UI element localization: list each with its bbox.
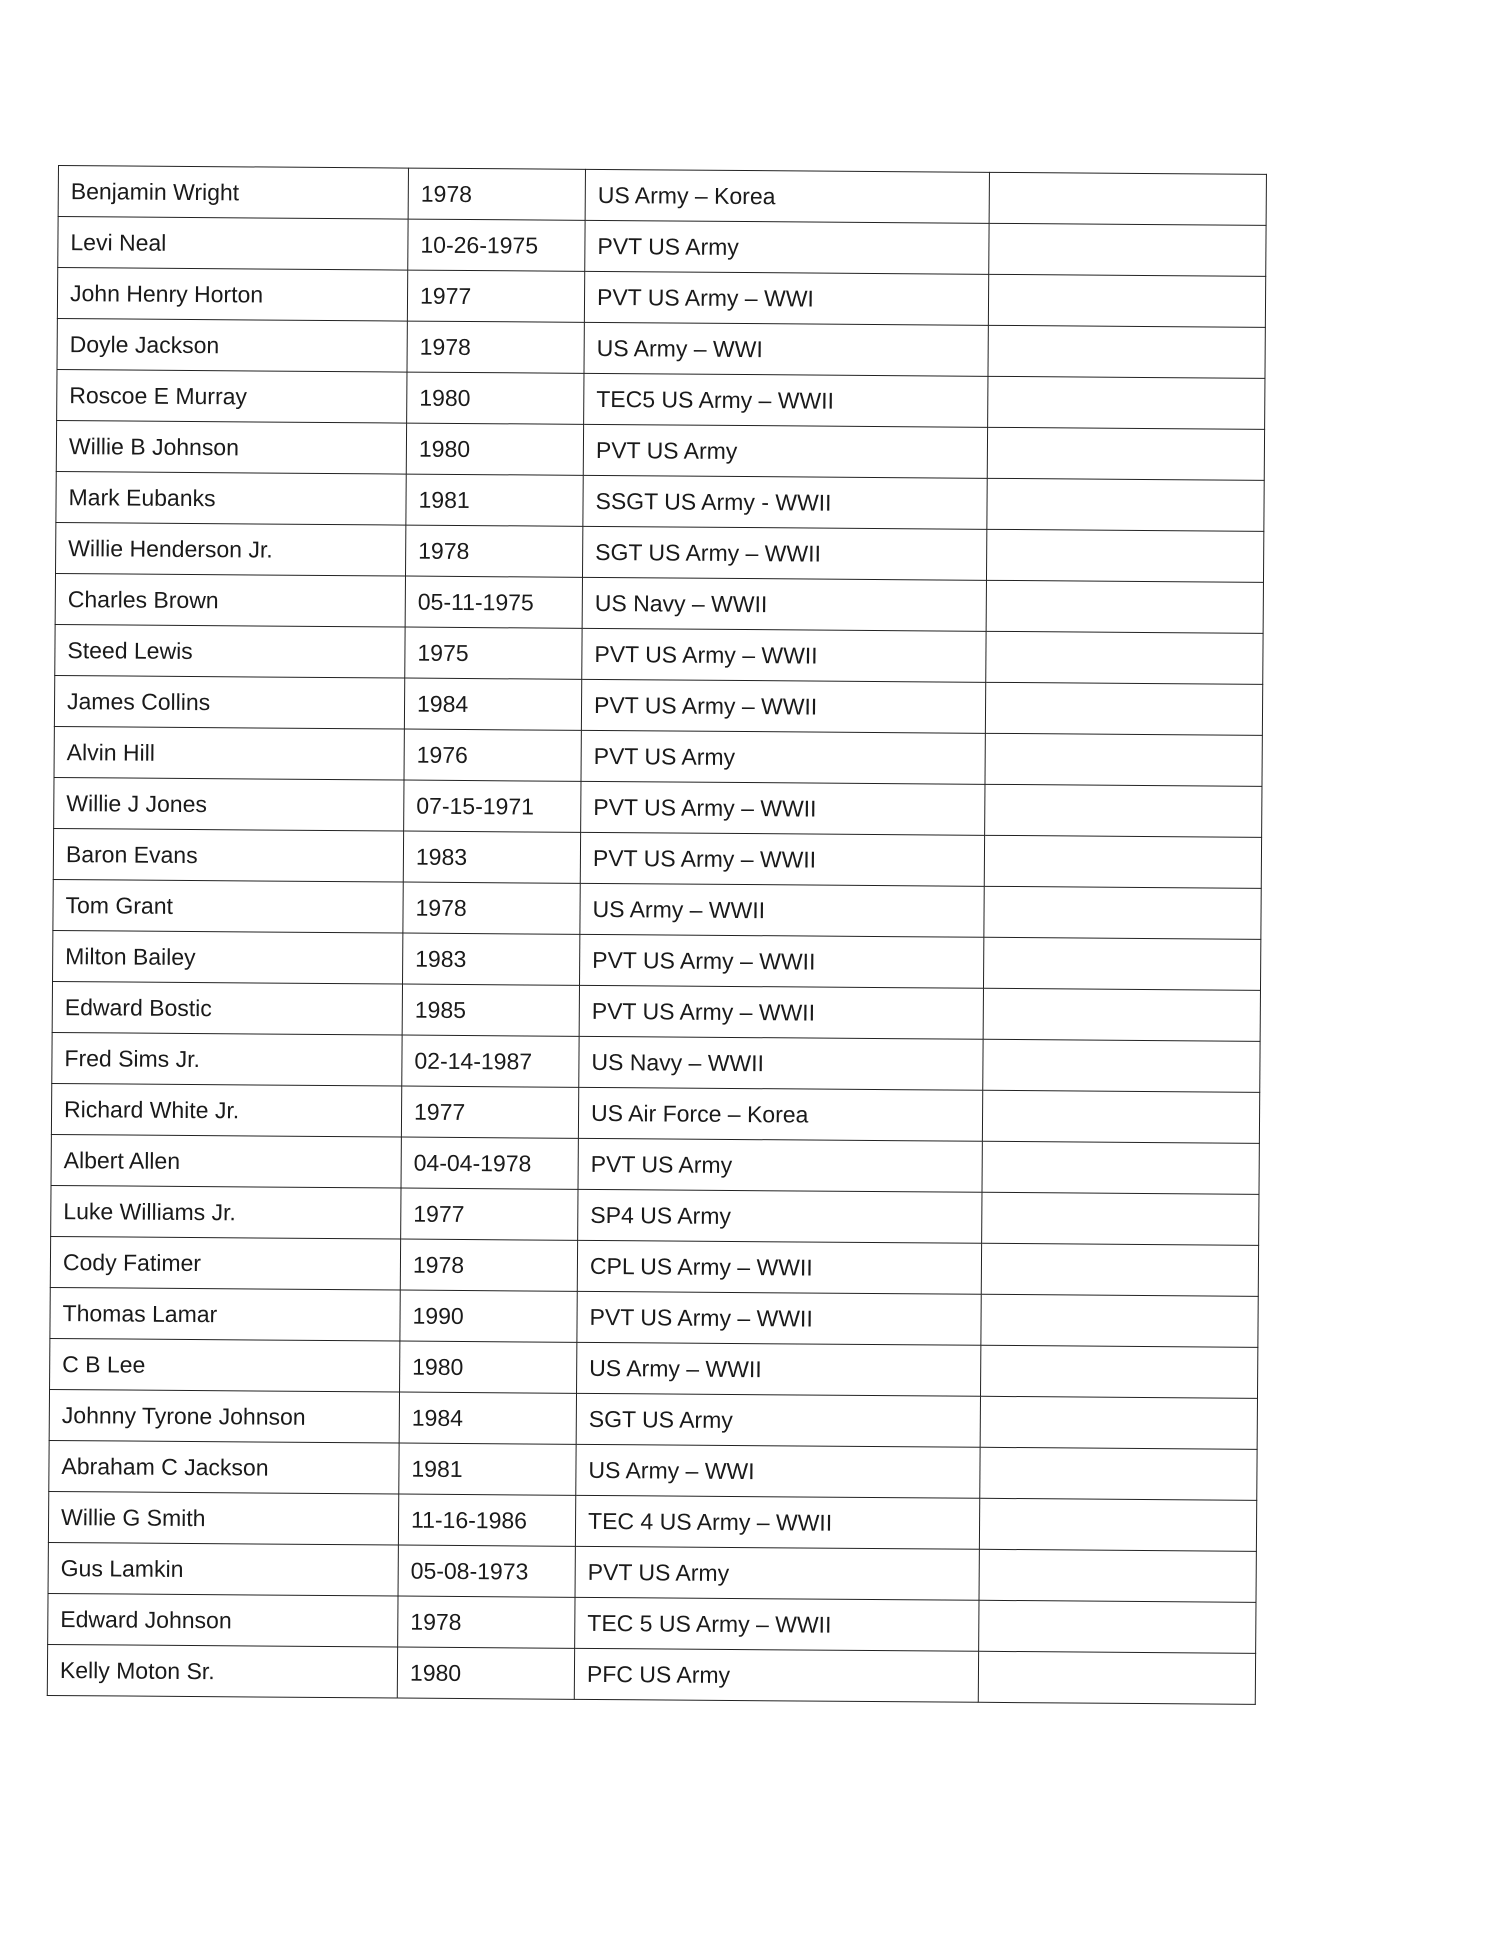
note-cell: [984, 835, 1261, 888]
name-cell: Roscoe E Murray: [57, 369, 407, 423]
date-cell: 1980: [407, 372, 584, 424]
name-cell: John Henry Horton: [57, 268, 407, 322]
note-cell: [989, 172, 1266, 225]
table-row: [53, 930, 1261, 990]
date-cell: 1975: [405, 627, 582, 679]
name-cell: James Collins: [54, 675, 404, 729]
table-row: [52, 981, 1260, 1041]
note-cell: [981, 1294, 1258, 1347]
table-row: [48, 1491, 1256, 1551]
note-cell: [978, 1651, 1255, 1704]
table-row: [54, 726, 1262, 786]
note-cell: [979, 1600, 1256, 1653]
table-row: [49, 1389, 1257, 1449]
table-row: [51, 1083, 1259, 1143]
service-cell: TEC 5 US Army – WWII: [575, 1597, 979, 1651]
service-cell: US Army – WWII: [580, 883, 984, 937]
table-row: [50, 1287, 1258, 1347]
name-cell: Thomas Lamar: [50, 1287, 400, 1341]
name-cell: Charles Brown: [55, 573, 405, 627]
name-cell: Alvin Hill: [54, 726, 404, 780]
note-cell: [987, 427, 1264, 480]
note-cell: [988, 325, 1265, 378]
note-cell: [985, 784, 1262, 837]
veterans-table: [47, 165, 1267, 1705]
note-cell: [982, 1192, 1259, 1245]
date-cell: 1985: [402, 984, 579, 1036]
name-cell: Willie J Jones: [54, 777, 404, 831]
service-cell: PVT US Army: [581, 730, 985, 784]
service-cell: PVT US Army – WWII: [577, 1291, 981, 1345]
table-row: [51, 1185, 1259, 1245]
note-cell: [979, 1498, 1256, 1551]
note-cell: [983, 1039, 1260, 1092]
service-cell: US Army – WWII: [577, 1342, 981, 1396]
note-cell: [983, 937, 1260, 990]
name-cell: Richard White Jr.: [51, 1083, 401, 1137]
date-cell: 05-08-1973: [398, 1545, 575, 1597]
date-cell: 1976: [404, 729, 581, 781]
service-cell: PVT US Army – WWI: [584, 271, 988, 325]
date-cell: 07-15-1971: [404, 780, 581, 832]
date-cell: 10-26-1975: [408, 219, 585, 271]
table-row: [56, 471, 1264, 531]
date-cell: 1984: [404, 678, 581, 730]
service-cell: PVT US Army: [575, 1546, 979, 1600]
name-cell: Mark Eubanks: [56, 471, 406, 525]
name-cell: Fred Sims Jr.: [52, 1032, 402, 1086]
note-cell: [979, 1549, 1256, 1602]
service-cell: US Army – WWI: [576, 1444, 980, 1498]
date-cell: 1978: [403, 882, 580, 934]
service-cell: US Army – Korea: [585, 169, 989, 223]
service-cell: SP4 US Army: [578, 1189, 982, 1243]
table-row: [50, 1236, 1258, 1296]
service-cell: PVT US Army – WWII: [580, 934, 984, 988]
name-cell: Edward Bostic: [52, 981, 402, 1035]
date-cell: 1983: [403, 933, 580, 985]
note-cell: [983, 988, 1260, 1041]
date-cell: 04-04-1978: [401, 1137, 578, 1189]
note-cell: [988, 376, 1265, 429]
date-cell: 1977: [407, 270, 584, 322]
date-cell: 1980: [406, 423, 583, 475]
name-cell: Benjamin Wright: [58, 166, 408, 220]
table-row: [57, 318, 1265, 378]
name-cell: Willie Henderson Jr.: [56, 522, 406, 576]
name-cell: Milton Bailey: [53, 930, 403, 984]
name-cell: C B Lee: [50, 1338, 400, 1392]
service-cell: PVT US Army: [583, 424, 987, 478]
table-row: [50, 1338, 1258, 1398]
table-row: [47, 1644, 1255, 1704]
date-cell: 1981: [406, 474, 583, 526]
date-cell: 1978: [407, 321, 584, 373]
service-cell: US Army – WWI: [584, 322, 988, 376]
name-cell: Willie G Smith: [48, 1491, 398, 1545]
table-row: [49, 1440, 1257, 1500]
service-cell: CPL US Army – WWII: [577, 1240, 981, 1294]
date-cell: 05-11-1975: [405, 576, 582, 628]
table-row: [48, 1542, 1256, 1602]
table-row: [54, 675, 1262, 735]
name-cell: Steed Lewis: [55, 624, 405, 678]
table-row: [57, 369, 1265, 429]
note-cell: [985, 682, 1262, 735]
date-cell: 02-14-1987: [402, 1035, 579, 1087]
name-cell: Baron Evans: [53, 828, 403, 882]
date-cell: 1978: [408, 168, 585, 220]
date-cell: 1978: [398, 1596, 575, 1648]
note-cell: [981, 1243, 1258, 1296]
service-cell: PVT US Army – WWII: [582, 628, 986, 682]
name-cell: Willie B Johnson: [56, 420, 406, 474]
table-row: [56, 522, 1264, 582]
table-row: [53, 828, 1261, 888]
records-table-wrapper: [47, 165, 1266, 1705]
name-cell: Luke Williams Jr.: [51, 1185, 401, 1239]
table-row: [55, 624, 1263, 684]
table-row: [58, 166, 1266, 226]
note-cell: [980, 1447, 1257, 1500]
service-cell: TEC 4 US Army – WWII: [575, 1495, 979, 1549]
table-row: [58, 217, 1266, 277]
note-cell: [982, 1141, 1259, 1194]
date-cell: 1980: [400, 1341, 577, 1393]
table-row: [52, 1032, 1260, 1092]
name-cell: Doyle Jackson: [57, 318, 407, 372]
service-cell: US Air Force – Korea: [578, 1087, 982, 1141]
table-row: [57, 268, 1265, 328]
name-cell: Tom Grant: [53, 879, 403, 933]
name-cell: Gus Lamkin: [48, 1542, 398, 1596]
service-cell: US Navy – WWII: [579, 1036, 983, 1090]
table-row: [51, 1134, 1259, 1194]
table-row: [55, 573, 1263, 633]
service-cell: PVT US Army – WWII: [581, 781, 985, 835]
table-row: [53, 879, 1261, 939]
service-cell: PVT US Army – WWII: [580, 832, 984, 886]
note-cell: [989, 223, 1266, 276]
table-row: [48, 1593, 1256, 1653]
service-cell: SGT US Army: [576, 1393, 980, 1447]
date-cell: 1980: [397, 1647, 574, 1699]
note-cell: [986, 580, 1263, 633]
note-cell: [985, 733, 1262, 786]
note-cell: [988, 274, 1265, 327]
name-cell: Edward Johnson: [48, 1593, 398, 1647]
service-cell: TEC5 US Army – WWII: [584, 373, 988, 427]
note-cell: [986, 529, 1263, 582]
date-cell: 11-16-1986: [398, 1494, 575, 1546]
name-cell: Levi Neal: [58, 217, 408, 271]
service-cell: PVT US Army – WWII: [579, 985, 983, 1039]
name-cell: Cody Fatimer: [50, 1236, 400, 1290]
note-cell: [980, 1345, 1257, 1398]
note-cell: [984, 886, 1261, 939]
note-cell: [987, 478, 1264, 531]
service-cell: PVT US Army: [585, 220, 989, 274]
date-cell: 1978: [405, 525, 582, 577]
table-row: [56, 420, 1264, 480]
name-cell: Kelly Moton Sr.: [47, 1644, 397, 1698]
date-cell: 1983: [403, 831, 580, 883]
date-cell: 1981: [399, 1443, 576, 1495]
service-cell: SSGT US Army - WWII: [583, 475, 987, 529]
note-cell: [986, 631, 1263, 684]
name-cell: Albert Allen: [51, 1134, 401, 1188]
date-cell: 1984: [399, 1392, 576, 1444]
name-cell: Johnny Tyrone Johnson: [49, 1389, 399, 1443]
service-cell: SGT US Army – WWII: [582, 526, 986, 580]
table-row: [54, 777, 1262, 837]
note-cell: [980, 1396, 1257, 1449]
veterans-table-body: [47, 166, 1266, 1705]
note-cell: [982, 1090, 1259, 1143]
service-cell: US Navy – WWII: [582, 577, 986, 631]
date-cell: 1977: [401, 1086, 578, 1138]
name-cell: Abraham C Jackson: [49, 1440, 399, 1494]
date-cell: 1990: [400, 1290, 577, 1342]
date-cell: 1977: [401, 1188, 578, 1240]
service-cell: PVT US Army – WWII: [581, 679, 985, 733]
service-cell: PVT US Army: [578, 1138, 982, 1192]
service-cell: PFC US Army: [574, 1648, 978, 1702]
date-cell: 1978: [400, 1239, 577, 1291]
